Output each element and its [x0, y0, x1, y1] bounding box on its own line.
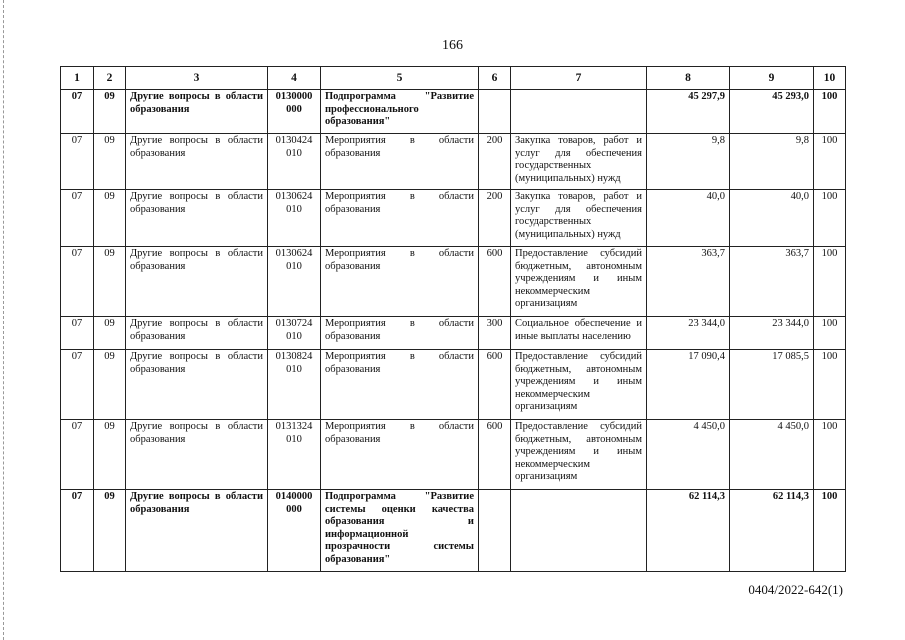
table-row: [61, 490, 846, 572]
budget-table: [60, 66, 846, 572]
target-article-name: Мероприятия в области образования: [321, 350, 479, 420]
execution-percent: 100: [814, 134, 846, 190]
col-header-7: 7: [511, 67, 647, 90]
expense-type-name: [511, 490, 647, 572]
expense-type-code: 300: [479, 317, 511, 350]
target-article-code: 0140000 000: [268, 490, 321, 572]
target-article-code: 0130724 010: [268, 317, 321, 350]
target-article-code: 0131324 010: [268, 420, 321, 490]
executed-amount: 9,8: [730, 134, 814, 190]
expense-type-name: Закупка товаров, работ и услуг для обеспечения государственных (муниципальных) нужд: [511, 190, 647, 247]
subsection-code: 09: [94, 190, 126, 247]
execution-percent: 100: [814, 247, 846, 317]
planned-amount: 23 344,0: [647, 317, 730, 350]
subsection-code: 09: [94, 317, 126, 350]
section-name: Другие вопросы в области образования: [126, 420, 268, 490]
expense-type-code: 600: [479, 247, 511, 317]
page-number: 166: [442, 38, 463, 53]
table-row: [61, 317, 846, 350]
expense-type-name: Предоставление субсидий бюджетным, автономным учреждениям и иным некоммерческим организациям: [511, 247, 647, 317]
subsection-code: 09: [94, 490, 126, 572]
target-article-name: Мероприятия в области образования: [321, 247, 479, 317]
executed-amount: 17 085,5: [730, 350, 814, 420]
execution-percent: 100: [814, 420, 846, 490]
expense-type-name: Социальное обеспечение и иные выплаты населению: [511, 317, 647, 350]
planned-amount: 4 450,0: [647, 420, 730, 490]
section-name: Другие вопросы в области образования: [126, 190, 268, 247]
planned-amount: 363,7: [647, 247, 730, 317]
section-code: 07: [61, 190, 94, 247]
planned-amount: 62 114,3: [647, 490, 730, 572]
target-article-code: 0130424 010: [268, 134, 321, 190]
table-row: [61, 190, 846, 247]
col-header-6: 6: [479, 67, 511, 90]
subsection-code: 09: [94, 247, 126, 317]
binding-margin-line: [3, 0, 5, 640]
expense-type-name: [511, 90, 647, 134]
table-row: [61, 350, 846, 420]
section-name: Другие вопросы в области образования: [126, 350, 268, 420]
executed-amount: 45 293,0: [730, 90, 814, 134]
section-code: 07: [61, 90, 94, 134]
section-name: Другие вопросы в области образования: [126, 317, 268, 350]
planned-amount: 9,8: [647, 134, 730, 190]
col-header-8: 8: [647, 67, 730, 90]
expense-type-name: Предоставление субсидий бюджетным, автономным учреждениям и иным некоммерческим организациям: [511, 350, 647, 420]
section-code: 07: [61, 490, 94, 572]
document-code: 0404/2022-642(1): [748, 582, 843, 597]
executed-amount: 23 344,0: [730, 317, 814, 350]
col-header-3: 3: [126, 67, 268, 90]
table-row: [61, 420, 846, 490]
subsection-code: 09: [94, 90, 126, 134]
target-article-name: Мероприятия в области образования: [321, 420, 479, 490]
section-code: 07: [61, 350, 94, 420]
expense-type-name: Закупка товаров, работ и услуг для обеспечения государственных (муниципальных) нужд: [511, 134, 647, 190]
section-code: 07: [61, 247, 94, 317]
execution-percent: 100: [814, 490, 846, 572]
target-article-code: 0130624 010: [268, 247, 321, 317]
table-row: [61, 90, 846, 134]
planned-amount: 45 297,9: [647, 90, 730, 134]
section-name: Другие вопросы в области образования: [126, 134, 268, 190]
target-article-code: 0130824 010: [268, 350, 321, 420]
target-article-name: Подпрограмма "Развитие системы оценки качества образования и информационной прозрачности системы образования": [321, 490, 479, 572]
col-header-4: 4: [268, 67, 321, 90]
subsection-code: 09: [94, 134, 126, 190]
executed-amount: 363,7: [730, 247, 814, 317]
execution-percent: 100: [814, 350, 846, 420]
executed-amount: 40,0: [730, 190, 814, 247]
expense-type-code: [479, 490, 511, 572]
target-article-name: Мероприятия в области образования: [321, 317, 479, 350]
execution-percent: 100: [814, 317, 846, 350]
planned-amount: 40,0: [647, 190, 730, 247]
target-article-code: 0130000 000: [268, 90, 321, 134]
header-row: [61, 67, 846, 90]
target-article-code: 0130624 010: [268, 190, 321, 247]
section-name: Другие вопросы в области образования: [126, 490, 268, 572]
expense-type-name: Предоставление субсидий бюджетным, автономным учреждениям и иным некоммерческим организациям: [511, 420, 647, 490]
target-article-name: Подпрограмма "Развитие профессионального образования": [321, 90, 479, 134]
executed-amount: 4 450,0: [730, 420, 814, 490]
col-header-2: 2: [94, 67, 126, 90]
execution-percent: 100: [814, 90, 846, 134]
subsection-code: 09: [94, 350, 126, 420]
col-header-9: 9: [730, 67, 814, 90]
subsection-code: 09: [94, 420, 126, 490]
section-code: 07: [61, 420, 94, 490]
expense-type-code: 200: [479, 134, 511, 190]
section-name: Другие вопросы в области образования: [126, 90, 268, 134]
expense-type-code: 600: [479, 350, 511, 420]
section-code: 07: [61, 134, 94, 190]
target-article-name: Мероприятия в области образования: [321, 134, 479, 190]
col-header-5: 5: [321, 67, 479, 90]
target-article-name: Мероприятия в области образования: [321, 190, 479, 247]
col-header-1: 1: [61, 67, 94, 90]
expense-type-code: 200: [479, 190, 511, 247]
execution-percent: 100: [814, 190, 846, 247]
expense-type-code: [479, 90, 511, 134]
expense-type-code: 600: [479, 420, 511, 490]
planned-amount: 17 090,4: [647, 350, 730, 420]
executed-amount: 62 114,3: [730, 490, 814, 572]
section-name: Другие вопросы в области образования: [126, 247, 268, 317]
section-code: 07: [61, 317, 94, 350]
table-row: [61, 134, 846, 190]
col-header-10: 10: [814, 67, 846, 90]
table-row: [61, 247, 846, 317]
